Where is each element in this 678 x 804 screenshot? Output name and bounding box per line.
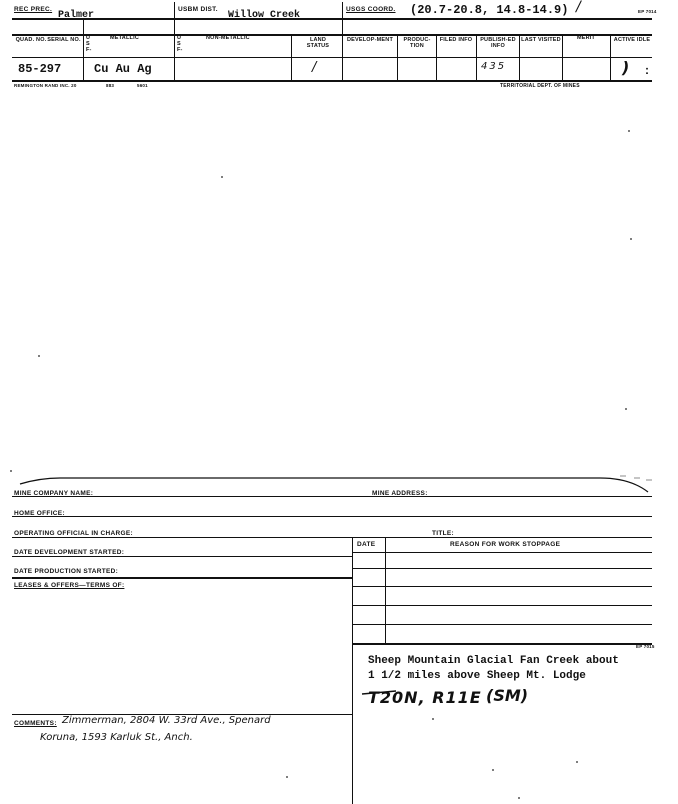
location-line-2: 1 1/2 miles above Sheep Mt. Lodge	[368, 670, 586, 682]
comments-line-2: Koruna, 1593 Karluk St., Anch.	[40, 732, 193, 743]
usgs-coord-label: USGS COORD.	[346, 6, 396, 13]
reason-column-header: REASON FOR WORK STOPPAGE	[450, 541, 561, 548]
production-header: PRODUC-TION	[403, 37, 431, 49]
colon-mark: :	[645, 63, 649, 77]
metallic-header: METALLIC	[110, 35, 139, 41]
mine-company-label: MINE COMPANY NAME:	[14, 490, 94, 497]
department-label: TERRITORIAL DEPT. OF MINES	[500, 83, 580, 89]
quad-no-header: QUAD. NO.	[15, 37, 47, 43]
home-office-label: HOME OFFICE:	[14, 510, 65, 517]
development-header: DEVELOP-MENT	[346, 37, 394, 43]
comments-line-1: Zimmerman, 2804 W. 33rd Ave., Spenard	[62, 715, 271, 726]
land-status-value: /	[312, 60, 317, 75]
non-metallic-header: NON-METALLIC	[206, 35, 250, 41]
title-label: TITLE:	[432, 530, 455, 537]
filed-info-header: FILED INFO	[439, 37, 473, 43]
usf-letter-f-1: F-	[86, 47, 92, 53]
printer-code-1: 883	[106, 83, 115, 88]
township-range: T20N, R11E	[368, 688, 482, 707]
usf-letter-f-2: F-	[177, 47, 183, 53]
checkmark-mark: /	[576, 0, 581, 15]
active-idle-header: ACTIVE IDLE	[613, 37, 651, 43]
leases-offers-label: LEASES & OFFERS—TERMS OF:	[14, 582, 125, 589]
land-status-header: LAND STATUS	[306, 37, 330, 49]
usf-letter-u-2: U	[177, 35, 182, 41]
rec-prec-value: Palmer	[58, 10, 95, 21]
date-development-label: DATE DEVELOPMENT STARTED:	[14, 549, 125, 556]
operating-official-label: OPERATING OFFICIAL IN CHARGE:	[14, 530, 133, 537]
form-number-top: EP 7014	[638, 9, 657, 14]
form-number-bottom: EP 7015	[636, 644, 655, 649]
comments-label: COMMENTS:	[14, 720, 57, 727]
quad-serial-value: 85-297	[18, 62, 62, 76]
date-column-header: DATE	[357, 541, 376, 548]
usgs-coord-value: (20.7-20.8, 14.8-14.9)	[410, 3, 569, 17]
usbm-dist-value: Willow Creek	[228, 10, 301, 21]
usbm-dist-label: USBM DIST.	[178, 6, 218, 13]
location-line-1: Sheep Mountain Glacial Fan Creek about	[368, 655, 619, 667]
active-idle-value: )	[622, 58, 630, 77]
usf-letter-u-1: U	[86, 35, 91, 41]
last-visited-header: LAST VISITED	[521, 37, 561, 43]
usf-letter-s-1: S	[86, 41, 90, 47]
published-info-header: PUBLISH-ED INFO	[480, 37, 516, 49]
rec-prec-label: REC PREC.	[14, 6, 53, 13]
meridian-mark: (SM)	[486, 686, 529, 705]
serial-no-header: SERIAL NO.	[47, 37, 81, 43]
printer-line: REMINGTON RAND INC. 20	[14, 83, 77, 88]
township-underline	[360, 688, 400, 700]
mine-address-label: MINE ADDRESS:	[372, 490, 428, 497]
metallic-value: Cu Au Ag	[94, 62, 152, 76]
date-production-label: DATE PRODUCTION STARTED:	[14, 568, 119, 575]
published-info-value: 435	[481, 61, 507, 72]
printer-code-2: 5601	[137, 83, 148, 88]
usf-letter-s-2: S	[177, 41, 181, 47]
merit-header: MERIT	[576, 35, 596, 41]
